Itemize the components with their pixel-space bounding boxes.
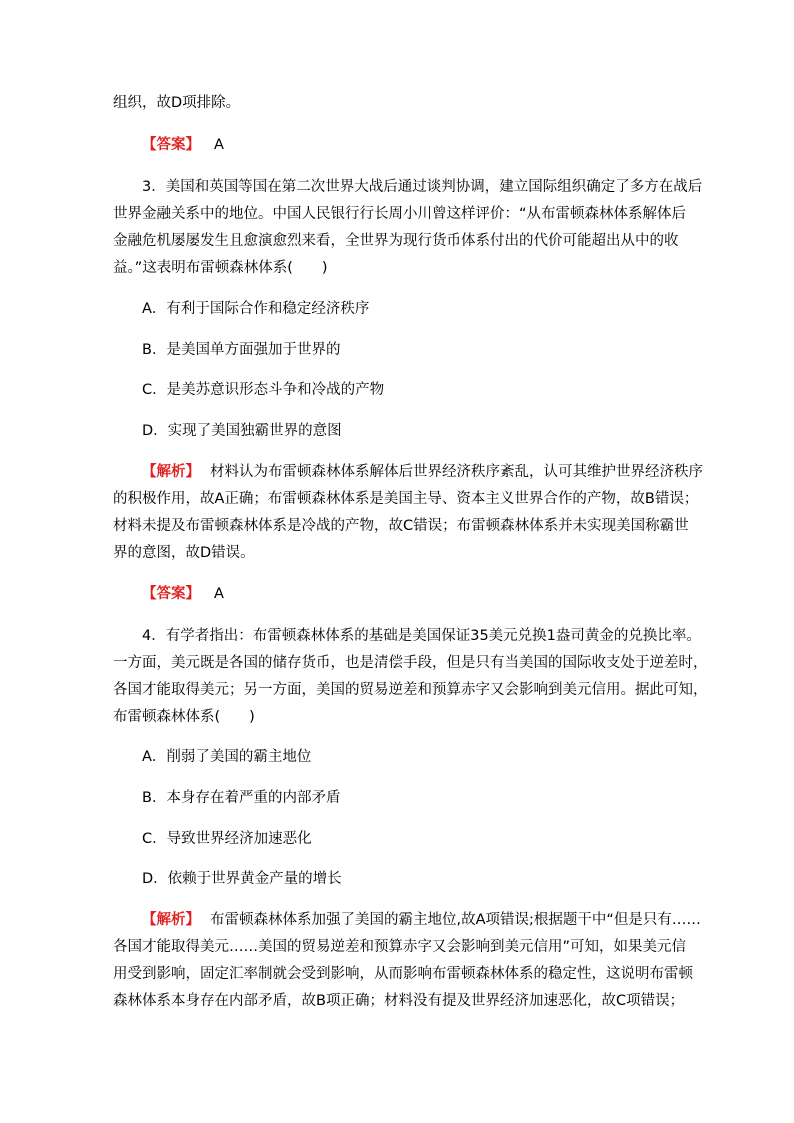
option-b: B．是美国单方面强加于世界的 bbox=[142, 342, 341, 358]
question-4-line: 4．有学者指出：布雷顿森林体系的基础是美国保证35美元兑换1盎司黄金的兑换比率。 bbox=[142, 628, 701, 644]
option-a: A．削弱了美国的霸主地位 bbox=[142, 749, 312, 765]
option-c: C．是美苏意识形态斗争和冷战的产物 bbox=[142, 382, 385, 398]
question-3-line: 金融危机屡屡发生且愈演愈烈来看，全世界为现行货币体系付出的代价可能超出从中的收 bbox=[113, 233, 679, 249]
analysis-line: 材料未提及布雷顿森林体系是冷战的产物，故C错误；布雷顿森林体系并未实现美国称霸世 bbox=[113, 518, 689, 534]
answer-value: A bbox=[214, 586, 224, 602]
analysis-line bbox=[142, 461, 703, 483]
option-d: D．实现了美国独霸世界的意图 bbox=[142, 423, 342, 439]
question-4-line: 各国才能取得美元；另一方面，美国的贸易逆差和预算赤字又会影响到美元信用。据此可知， bbox=[113, 682, 708, 698]
option-a: A．有利于国际合作和稳定经济秩序 bbox=[142, 301, 370, 317]
answer-tag: 【答案】 bbox=[142, 137, 200, 153]
answer-value: A bbox=[214, 137, 224, 153]
analysis-text: 材料认为布雷顿森林体系解体后世界经济秩序紊乱，认可其维护世界经济秩序 bbox=[210, 464, 703, 480]
analysis-line: 用受到影响，固定汇率制就会受到影响，从而影响布雷顿森林体系的稳定性，这说明布雷顿 bbox=[113, 966, 693, 982]
question-3-line: 益。”这表明布雷顿森林体系( ) bbox=[113, 260, 328, 276]
analysis-line: 的积极作用，故A正确；布雷顿森林体系是美国主导、资本主义世界合作的产物，故B错误； bbox=[113, 491, 699, 507]
analysis-tag: 【解析】 bbox=[142, 912, 200, 928]
analysis-line: 各国才能取得美元……美国的贸易逆差和预算赤字又会影响到美元信用”可知，如果美元信 bbox=[113, 939, 687, 955]
question-4-line: 一方面，美元既是各国的储存货币，也是清偿手段，但是只有当美国的国际收支处于逆差时， bbox=[113, 655, 708, 671]
answer-row bbox=[142, 134, 224, 156]
analysis-line: 界的意图，故D错误。 bbox=[113, 545, 255, 561]
answer-row bbox=[142, 583, 224, 605]
analysis-tag: 【解析】 bbox=[142, 464, 200, 480]
text-line: 组织，故D项排除。 bbox=[113, 95, 241, 111]
analysis-line: 森林体系本身存在内部矛盾，故B项正确；材料没有提及世界经济加速恶化，故C项错误； bbox=[113, 993, 685, 1009]
question-3-line: 3．美国和英国等国在第二次世界大战后通过谈判协调，建立国际组织确定了多方在战后 bbox=[142, 179, 703, 195]
answer-tag: 【答案】 bbox=[142, 586, 200, 602]
analysis-line bbox=[142, 909, 701, 931]
analysis-text: 布雷顿森林体系加强了美国的霸主地位,故A项错误;根据题干中“但是只有…… bbox=[210, 912, 701, 928]
question-3-line: 世界金融关系中的地位。中国人民银行行长周小川曾这样评价：“从布雷顿森林体系解体后 bbox=[113, 206, 687, 222]
question-4-line: 布雷顿森林体系( ) bbox=[113, 709, 255, 725]
option-b: B．本身存在着严重的内部矛盾 bbox=[142, 790, 341, 806]
option-c: C．导致世界经济加速恶化 bbox=[142, 831, 312, 847]
option-d: D．依赖于世界黄金产量的增长 bbox=[142, 871, 342, 887]
